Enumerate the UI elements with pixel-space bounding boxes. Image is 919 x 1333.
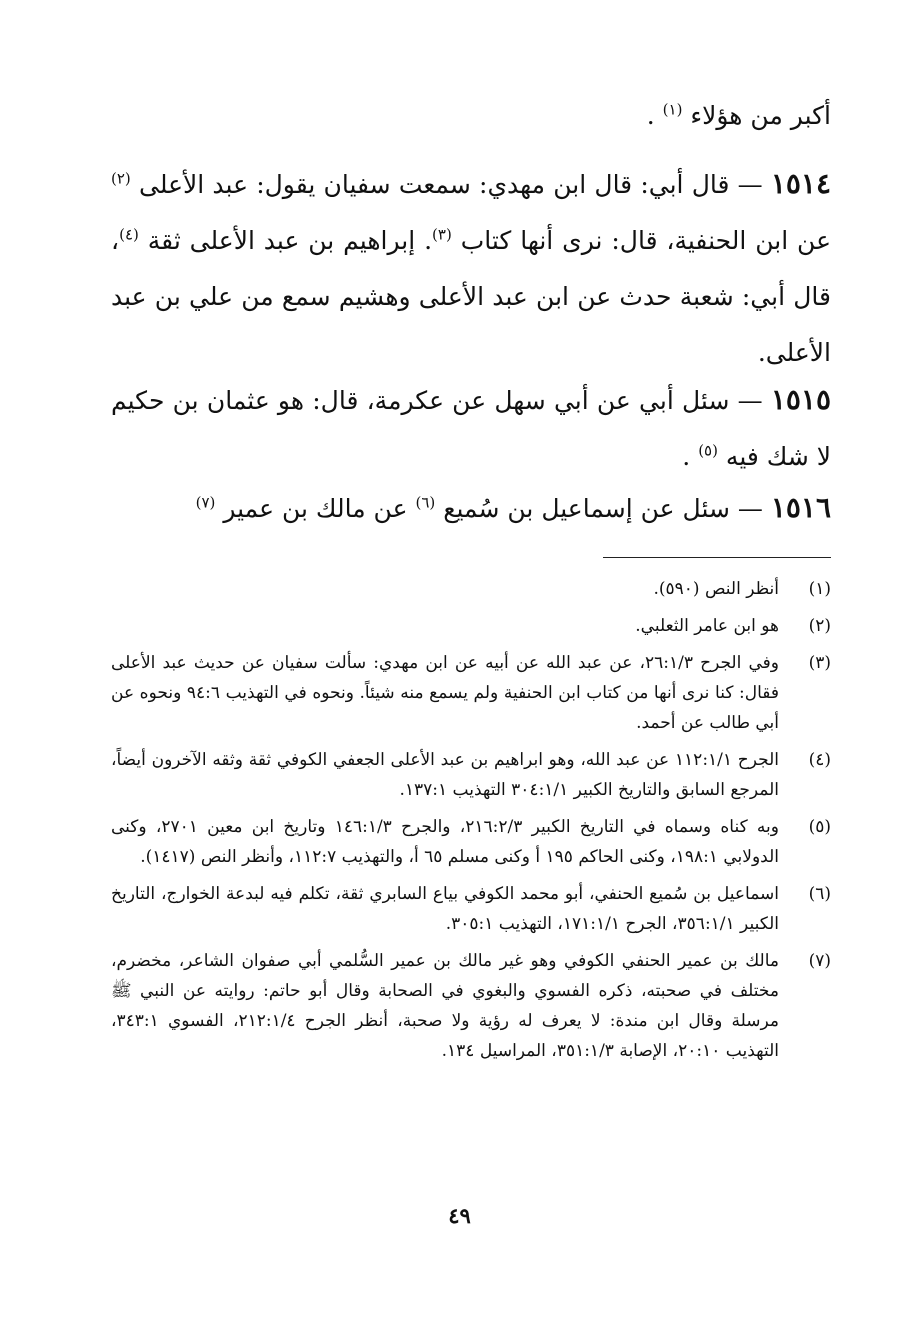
footnote-number: (٤) bbox=[808, 750, 831, 770]
footnote-text: مالك بن عمير الحنفي الكوفي وهو غير مالك بن عمير السُّلمي أبي صفوان الشاعر، مخضرم، مختلف في صحبته، ذكره الفسوي والبغوي في الصحابة وقال أبو حاتم: روايته عن النبي ﷺ مرسلة وقال ابن مندة: لا يعرف له رؤية ولا صحبة، أنظر الجرح ٢١٢:١/٤، الفسوي ٣٤٣:١، التهذيب ٢٠:١٠، الإصابة ٣٥١:١/٣، المراسيل ١٣٤. bbox=[111, 951, 779, 1061]
footnotes-section bbox=[111, 574, 831, 1073]
footnote-ref-3[interactable]: (٣) bbox=[432, 225, 452, 244]
footnote-number: (٣) bbox=[808, 653, 831, 673]
entry-end: . bbox=[682, 442, 691, 471]
footnote-1 bbox=[111, 574, 831, 604]
footnote-6 bbox=[111, 879, 831, 939]
footnote-number: (١) bbox=[808, 579, 831, 599]
footnote-text: الجرح ١١٢:١/١ عن عبد الله، وهو ابراهيم بن عبد الأعلى الجعفي الكوفي ثقة وثقه الآخرون أيضاً، المرجع السابق والتاريخ الكبير ٣٠٤:١/١ التهذيب ١٣٧:١. bbox=[111, 750, 779, 800]
footnote-ref-7[interactable]: (٧) bbox=[195, 493, 216, 512]
page-number: ٤٩ bbox=[448, 1203, 471, 1228]
footnote-text: اسماعيل بن سُميع الحنفي، أبو محمد الكوفي بياع السابري ثقة، تكلم فيه لبدعة الخوارج، التاريخ الكبير ٣٥٦:١/١، الجرح ١٧١:١/١، التهذيب ٣٠٥:١. bbox=[111, 884, 779, 934]
footnote-ref-4[interactable]: (٤) bbox=[119, 225, 139, 244]
entry-text: — سئل عن إسماعيل بن سُميع bbox=[443, 494, 763, 523]
footnote-text: وفي الجرح ٢٦:١/٣، عن عبد الله عن أبيه عن ابن مهدي: سألت سفيان عن حديث عبد الأعلى فقال: كنا نرى أنها من كتاب ابن الحنفية ولم يسمع منه شيئاً. ونحوه في التهذيب ٩٤:٦ ونحوه عن أبي طالب عن أحمد. bbox=[111, 653, 779, 733]
footnote-text: أنظر النص (٥٩٠). bbox=[653, 579, 779, 599]
entry-text: . إبراهيم بن عبد الأعلى ثقة bbox=[147, 226, 433, 255]
footnote-text: وبه كناه وسماه في التاريخ الكبير ٢١٦:٢/٣، والجرح ١٤٦:١/٣ وتاريخ ابن معين ٢٧٠١، وكنى الدولابي ١٩٨:١، وكنى الحاكم ١٩٥ أ وكنى مسلم ٦٥ أ، والتهذيب ١١٢:٧، وأنظر النص (١٤١٧). bbox=[111, 817, 779, 867]
footnote-number: (٧) bbox=[808, 951, 831, 971]
footnote-number: (٦) bbox=[808, 884, 831, 904]
footnote-divider bbox=[603, 557, 831, 558]
entry-1516 bbox=[111, 480, 831, 537]
intro-text: أكبر من هؤلاء bbox=[690, 101, 831, 130]
entry-text: — قال أبي: قال ابن مهدي: سمعت سفيان يقول: عبد الأعلى bbox=[138, 170, 763, 199]
entry-text: عن مالك بن عمير bbox=[223, 494, 408, 523]
entry-number: ١٥١٤ bbox=[770, 167, 831, 200]
footnote-ref-2[interactable]: (٢) bbox=[111, 169, 131, 188]
footnote-ref-5[interactable]: (٥) bbox=[698, 441, 718, 460]
entry-1515 bbox=[111, 372, 831, 485]
entry-number: ١٥١٦ bbox=[770, 491, 831, 524]
entry-1516-paragraph bbox=[111, 480, 831, 537]
entry-1514-paragraph bbox=[111, 156, 831, 381]
entry-1515-paragraph bbox=[111, 372, 831, 485]
footnote-5 bbox=[111, 812, 831, 872]
footnote-text: هو ابن عامر الثعلبي. bbox=[635, 616, 779, 636]
entry-number: ١٥١٥ bbox=[770, 383, 831, 416]
intro-end: . bbox=[646, 101, 655, 130]
footnote-2 bbox=[111, 611, 831, 641]
footnote-ref-6[interactable]: (٦) bbox=[415, 493, 436, 512]
intro-paragraph bbox=[111, 88, 831, 144]
footnote-3 bbox=[111, 648, 831, 738]
footnote-number: (٥) bbox=[808, 817, 831, 837]
entry-text: — سئل أبي عن أبي سهل عن عكرمة، قال: هو عثمان بن حكيم لا شك فيه bbox=[111, 386, 831, 471]
entry-text: ، قال أبي: شعبة حدث عن ابن عبد الأعلى وهشيم سمع من علي بن عبد الأعلى. bbox=[111, 226, 831, 367]
footnote-ref-1[interactable]: (١) bbox=[662, 100, 683, 119]
intro-line bbox=[111, 88, 831, 144]
entry-text: عن ابن الحنفية، قال: نرى أنها كتاب bbox=[460, 226, 832, 255]
footnote-number: (٢) bbox=[808, 616, 831, 636]
entry-1514 bbox=[111, 156, 831, 381]
footnote-4 bbox=[111, 745, 831, 805]
footnote-7 bbox=[111, 946, 831, 1066]
